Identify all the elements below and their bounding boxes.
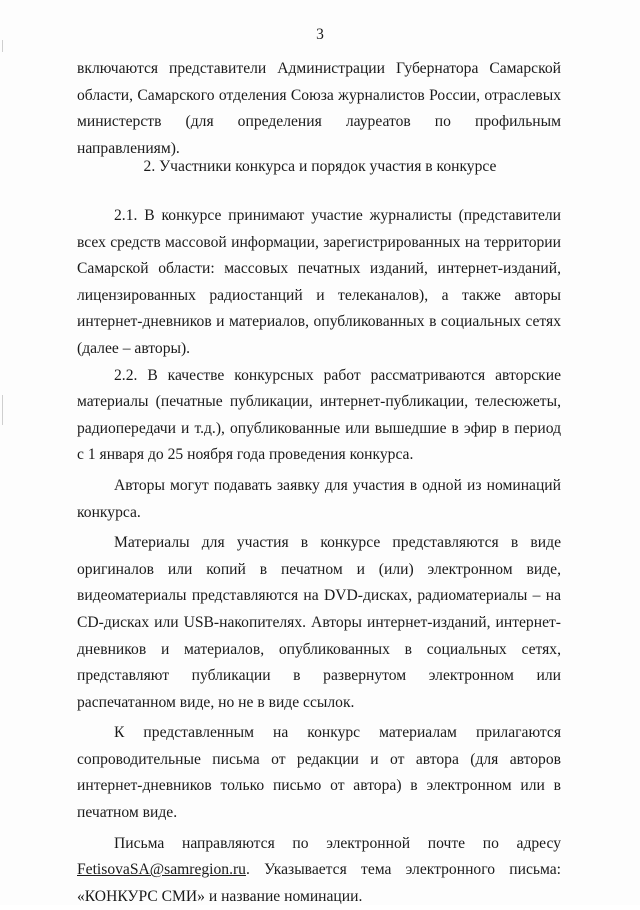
email-link[interactable]: FetisovaSA@samregion.ru — [77, 861, 246, 879]
email-lead-text: Письма направляются по электронной почте по адресу — [114, 834, 561, 852]
section-body — [77, 203, 561, 910]
scan-artifact — [2, 395, 9, 425]
page-number: 3 — [316, 26, 324, 43]
paragraph-2-1: 2.1. В конкурсе принимают участие журналисты (представители всех средств массовой информации, зарегистрированных на территории Самарской области: массовых печатных изданий, интернет-изданий, лицензированных радиостанций и телеканалов), а также авторы интернет-дневников и материалов, опубликованных в социальных сетях (далее – авторы). — [77, 207, 561, 357]
intro-paragraph: включаются представители Администрации Губернатора Самарской области, Самарского отделения Союза журналистов России, отраслевых министерств (для определения лауреатов по профильным направлениям). — [77, 60, 561, 157]
intro-block — [77, 56, 561, 162]
paragraph-email — [77, 831, 561, 910]
paragraph-letters: К представленным на конкурс материалам прилагаются сопроводительные письма от редакции и от автора (для авторов интернет-дневников только письмо от автора) в электронном или в печатном виде. — [77, 724, 561, 822]
paragraph-materials: Материалы для участия в конкурсе представляются в виде оригиналов или копий в печатном и (или) электронном виде, видеоматериалы представляются на DVD-дисках, радиоматериалы – на CD-дисках или USB-накопителях. Авторы интернет-изданий, интернет-дневников и материалов, опубликованных в социальных сетях, представляют публикации в развернутом электронном или распечатанном виде, но не в виде ссылок. — [77, 534, 561, 711]
paragraph-apply: Авторы могут подавать заявку для участия в одной из номинаций конкурса. — [77, 476, 561, 521]
email-tail-text: . Указывается тема электронного письма: «КОНКУРС СМИ» и название номинации. — [77, 861, 561, 905]
section-heading: 2. Участники конкурса и порядок участия в конкурсе — [143, 158, 497, 175]
paragraph-2-2: 2.2. В качестве конкурсных работ рассматриваются авторские материалы (печатные публикации, интернет-публикации, телесюжеты, радиопередачи и т.д.), опубликованные или вышедшие в эфир в период с 1 января до 25 ноября года проведения конкурса. — [77, 366, 561, 464]
